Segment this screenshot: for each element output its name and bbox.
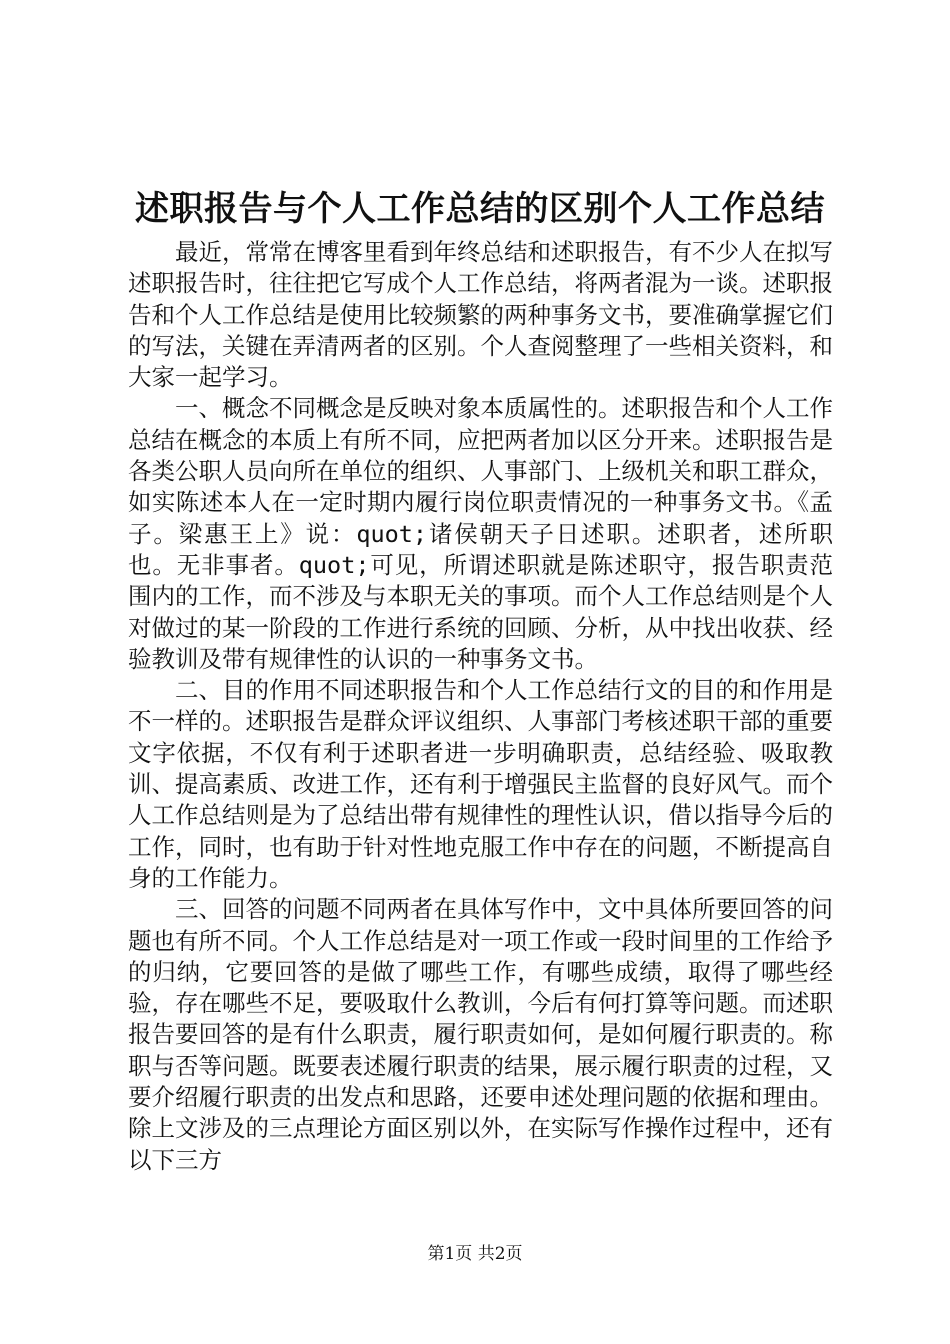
paragraph-concept: 一、概念不同概念是反映对象本质属性的。述职报告和个人工作总结在概念的本质上有所不同，应把两者加以区分开来。述职报告是各类公职人员向所在单位的组织、人事部门、上级机关和职工群众，如实陈述本人在一定时期内履行岗位职责情况的一种事务文书。《孟子。梁惠王上》说：quot;诸侯朝天子日述职。述职者，述所职也。无非事者。quot;可见，所谓述职就是陈述职守，报告职责范围内的工作，而不涉及与本职无关的事项。而个人工作总结则是个人对做过的某一阶段的工作进行系统的回顾、分析，从中找出收获、经验教训及带有规律性的认识的一种事务文书。 (128, 394, 833, 673)
page-number-footer: 第1页 共2页 (427, 1244, 523, 1264)
paragraph-questions: 三、回答的问题不同两者在具体写作中，文中具体所要回答的问题也有所不同。个人工作总结是对一项工作或一段时间里的工作给予的归纳，它要回答的是做了哪些工作，有哪些成绩，取得了哪些经验，存在哪些不足，要吸取什么教训，今后有何打算等问题。而述职报告要回答的是有什么职责，履行职责如何，是如何履行职责的。称职与否等问题。既要表述履行职责的结果，展示履行职责的过程，又要介绍履行职责的出发点和思路，还要申述处理问题的依据和理由。除上文涉及的三点理论方面区别以外，在实际写作操作过程中，还有以下三方 (128, 895, 833, 1174)
document-body (128, 237, 833, 1176)
document-title: 述职报告与个人工作总结的区别个人工作总结 (135, 189, 825, 229)
paragraph-purpose: 二、目的作用不同述职报告和个人工作总结行文的目的和作用是不一样的。述职报告是群众评议组织、人事部门考核述职干部的重要文字依据，不仅有利于述职者进一步明确职责，总结经验、吸取教训、提高素质、改进工作，还有利于增强民主监督的良好风气。而个人工作总结则是为了总结出带有规律性的理性认识，借以指导今后的工作，同时，也有助于针对性地克服工作中存在的问题，不断提高自身的工作能力。 (128, 676, 833, 892)
paragraph-intro: 最近，常常在博客里看到年终总结和述职报告，有不少人在拟写述职报告时，往往把它写成个人工作总结，将两者混为一谈。述职报告和个人工作总结是使用比较频繁的两种事务文书，要准确掌握它们的写法，关键在弄清两者的区别。个人查阅整理了一些相关资料，和大家一起学习。 (128, 238, 833, 392)
